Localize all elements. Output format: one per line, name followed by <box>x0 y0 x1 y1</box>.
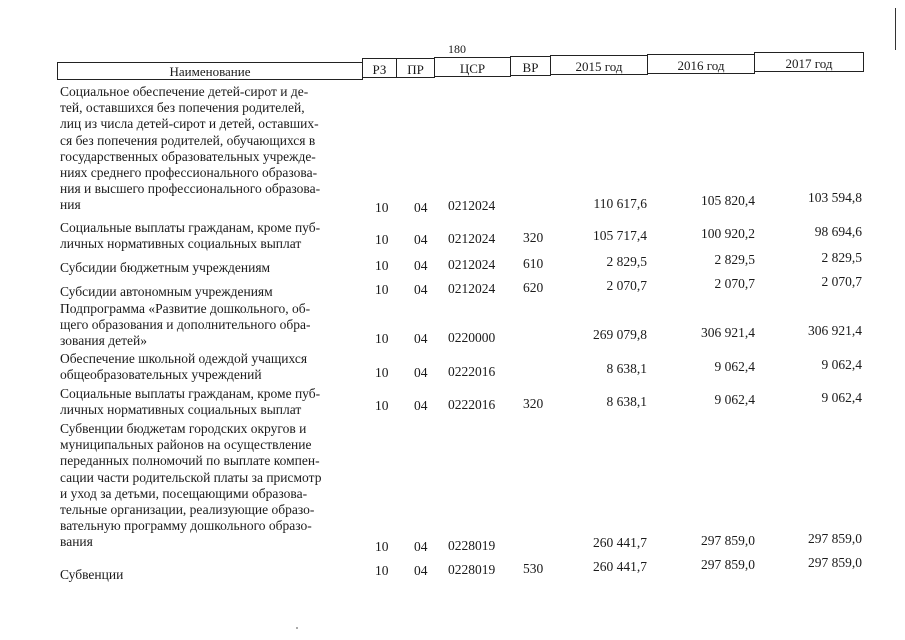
row-name: Субвенции бюджетам городских округов и муниципальных районов на осуществление переданных полномочий по выплате компен- сации части родительской платы за присмотр и уход за детьми, посещающими образова- тельные организации, реализующие образо- вательную программу дошкольного образо- вания <box>60 421 322 550</box>
row-csr: 0212024 <box>448 198 496 213</box>
row-2017: 297 859,0 <box>808 555 862 570</box>
row-2017: 103 594,8 <box>808 190 862 205</box>
row-2015: 269 079,8 <box>593 327 647 342</box>
row-2017: 297 859,0 <box>808 531 862 546</box>
header-2015: 2015 год <box>550 55 648 75</box>
row-rz: 10 <box>375 282 389 297</box>
row-2017: 2 070,7 <box>821 274 862 289</box>
row-2016: 105 820,4 <box>701 193 755 208</box>
row-2017: 2 829,5 <box>821 250 862 265</box>
row-rz: 10 <box>375 331 389 346</box>
row-pr: 04 <box>414 258 428 273</box>
row-2016: 2 829,5 <box>714 252 755 267</box>
row-pr: 04 <box>414 200 428 215</box>
row-rz: 10 <box>375 539 389 554</box>
row-pr: 04 <box>414 365 428 380</box>
row-vr: 320 <box>523 396 544 411</box>
scan-speck <box>296 627 298 629</box>
header-pr: ПР <box>396 58 435 78</box>
row-pr: 04 <box>414 539 428 554</box>
row-pr: 04 <box>414 563 428 578</box>
row-csr: 0220000 <box>448 330 496 345</box>
header-2017: 2017 год <box>754 52 864 72</box>
row-2015: 2 070,7 <box>606 278 647 293</box>
row-2015: 8 638,1 <box>606 361 647 376</box>
row-csr: 0228019 <box>448 538 496 553</box>
row-name: Подпрограмма «Развитие дошкольного, об- щего образования и дополнительного обра- зования детей» <box>60 301 311 349</box>
row-2015: 110 617,6 <box>593 196 647 211</box>
header-vr: ВР <box>510 56 551 76</box>
row-name: Обеспечение школьной одеждой учащихся общеобразовательных учреждений <box>60 351 308 383</box>
row-name: Социальное обеспечение детей-сирот и де- тей, оставшихся без попечения родителей, лиц из числа детей-сирот и детей, оставших- ся без попечения родителей, обучающихся в государственных образовательных учрежде- ниях среднего профессионального образова- ния и высшего профессионального образова- ния <box>60 84 321 213</box>
row-2016: 297 859,0 <box>701 533 755 548</box>
row-2016: 9 062,4 <box>714 392 755 407</box>
row-csr: 0222016 <box>448 397 496 412</box>
row-2015: 8 638,1 <box>606 394 647 409</box>
row-pr: 04 <box>414 282 428 297</box>
row-vr: 610 <box>523 256 544 271</box>
row-name: Субвенции <box>60 567 124 582</box>
row-csr: 0212024 <box>448 257 496 272</box>
header-2016: 2016 год <box>647 54 755 74</box>
row-2017: 9 062,4 <box>821 390 862 405</box>
row-vr: 320 <box>523 230 544 245</box>
row-2016: 100 920,2 <box>701 226 755 241</box>
row-2017: 98 694,6 <box>814 224 862 239</box>
header-csr: ЦСР <box>434 57 511 77</box>
header-name: Наименование <box>57 62 363 80</box>
row-2015: 2 829,5 <box>606 254 647 269</box>
row-2015: 105 717,4 <box>593 228 647 243</box>
row-rz: 10 <box>375 232 389 247</box>
row-name: Социальные выплаты гражданам, кроме пуб- личных нормативных социальных выплат <box>60 386 321 418</box>
row-2016: 2 070,7 <box>714 276 755 291</box>
row-pr: 04 <box>414 398 428 413</box>
row-rz: 10 <box>375 398 389 413</box>
page-number: 180 <box>448 42 466 56</box>
row-rz: 10 <box>375 258 389 273</box>
row-csr: 0222016 <box>448 364 496 379</box>
row-2017: 306 921,4 <box>808 323 862 338</box>
row-2015: 260 441,7 <box>593 535 647 550</box>
row-name: Субсидии бюджетным учреждениям <box>60 260 271 275</box>
row-rz: 10 <box>375 563 389 578</box>
row-pr: 04 <box>414 331 428 346</box>
row-2015: 260 441,7 <box>593 559 647 574</box>
row-2016: 297 859,0 <box>701 557 755 572</box>
row-vr: 620 <box>523 280 544 295</box>
row-csr: 0212024 <box>448 281 496 296</box>
row-csr: 0228019 <box>448 562 496 577</box>
header-rz: РЗ <box>362 58 397 78</box>
row-vr: 530 <box>523 561 544 576</box>
row-rz: 10 <box>375 200 389 215</box>
row-2016: 9 062,4 <box>714 359 755 374</box>
row-2017: 9 062,4 <box>821 357 862 372</box>
row-2016: 306 921,4 <box>701 325 755 340</box>
row-csr: 0212024 <box>448 231 496 246</box>
row-pr: 04 <box>414 232 428 247</box>
row-name: Субсидии автономным учреждениям <box>60 284 273 299</box>
row-rz: 10 <box>375 365 389 380</box>
row-name: Социальные выплаты гражданам, кроме пуб- личных нормативных социальных выплат <box>60 220 321 252</box>
